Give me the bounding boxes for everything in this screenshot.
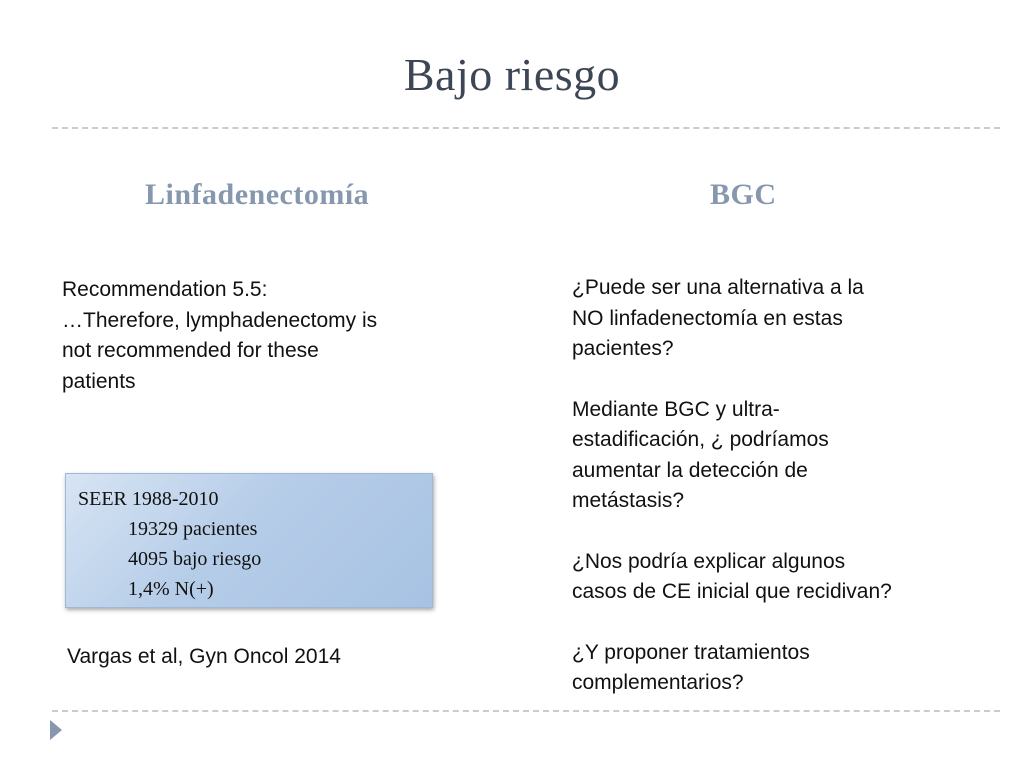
bgc-line: NO linfadenectomía en estas <box>572 306 843 330</box>
right-column-heading: BGC <box>710 178 777 211</box>
citation: Vargas et al, Gyn Oncol 2014 <box>67 645 341 668</box>
bottom-divider <box>52 710 1000 712</box>
bgc-line: Mediante BGC y ultra- <box>572 397 780 421</box>
triangle-bullet-icon <box>50 720 62 740</box>
bgc-line: ¿Y proponer tratamientos <box>572 640 810 664</box>
bgc-line: complementarios? <box>572 671 744 694</box>
bgc-paragraph <box>572 547 992 608</box>
bgc-line: casos de CE inicial que recidivan? <box>572 580 892 603</box>
bgc-line: aumentar la detección de <box>572 458 808 482</box>
seer-box-line: 4095 bajo riesgo <box>128 548 262 570</box>
bgc-paragraph <box>572 638 992 699</box>
seer-box-line: 1,4% N(+) <box>128 578 214 600</box>
slide-title: Bajo riesgo <box>403 49 621 100</box>
bgc-line: ¿Puede ser una alternativa a la <box>572 276 864 299</box>
bgc-paragraph <box>572 395 992 517</box>
seer-box-line: 19329 pacientes <box>128 518 258 540</box>
bgc-line: estadificación, ¿ podríamos <box>572 428 829 451</box>
bgc-questions <box>572 273 992 699</box>
top-divider <box>52 127 1000 129</box>
recommendation-text <box>62 275 472 397</box>
seer-box-title: SEER 1988-2010 <box>78 488 219 510</box>
bgc-line: ¿Nos podría explicar algunos <box>572 549 846 573</box>
recommendation-line: Recommendation 5.5: <box>62 278 268 301</box>
left-column-heading: Linfadenectomía <box>145 178 370 211</box>
seer-stats-box <box>65 473 433 608</box>
bgc-line: metástasis? <box>572 489 685 512</box>
recommendation-line: …Therefore, lymphadenectomy is <box>62 308 378 332</box>
recommendation-line: patients <box>62 369 136 393</box>
bgc-paragraph <box>572 273 992 365</box>
recommendation-line: not recommended for these <box>62 339 319 362</box>
bgc-line: pacientes? <box>572 337 674 360</box>
